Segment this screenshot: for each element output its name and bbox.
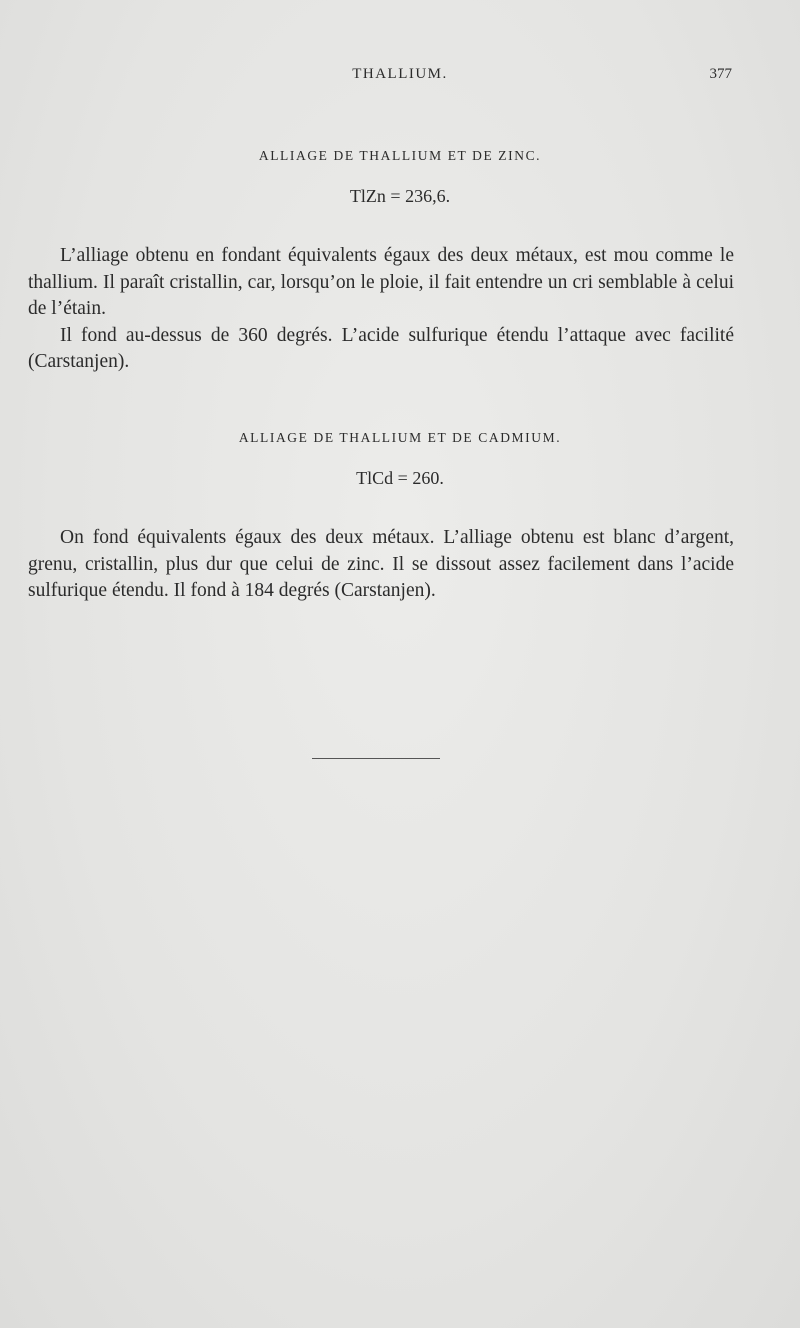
formula-cadmium: TlCd = 260.	[356, 468, 444, 488]
section-heading-cadmium: ALLIAGE DE THALLIUM ET DE CADMIUM.	[238, 430, 562, 445]
paragraph: Il fond au-dessus de 360 degrés. L’acide sulfurique étendu l’attaque avec facilité (Carstanjen).	[28, 324, 734, 372]
section-body-cadmium	[28, 525, 734, 605]
section-divider	[312, 758, 440, 759]
section-body-zinc	[28, 243, 734, 376]
section-heading-zinc: ALLIAGE DE THALLIUM ET DE ZINC.	[258, 148, 542, 163]
formula-zinc: TlZn = 236,6.	[349, 186, 451, 206]
paragraph: L’alliage obtenu en fondant équivalents égaux des deux métaux, est mou comme le thallium. Il paraît cristallin, car, lorsqu’on le ploie, il fait entendre un cri semblable à celui de l’étain.	[28, 245, 734, 319]
page-number: 377	[709, 66, 732, 82]
paragraph: On fond équivalents égaux des deux métaux. L’alliage obtenu est blanc d’argent, grenu, cristallin, plus dur que celui de zinc. Il se dissout assez facilement dans l’acide sulfurique étendu. Il fond à 184 degrés (Carstanjen).	[28, 527, 734, 601]
running-title: THALLIUM.	[352, 66, 448, 82]
